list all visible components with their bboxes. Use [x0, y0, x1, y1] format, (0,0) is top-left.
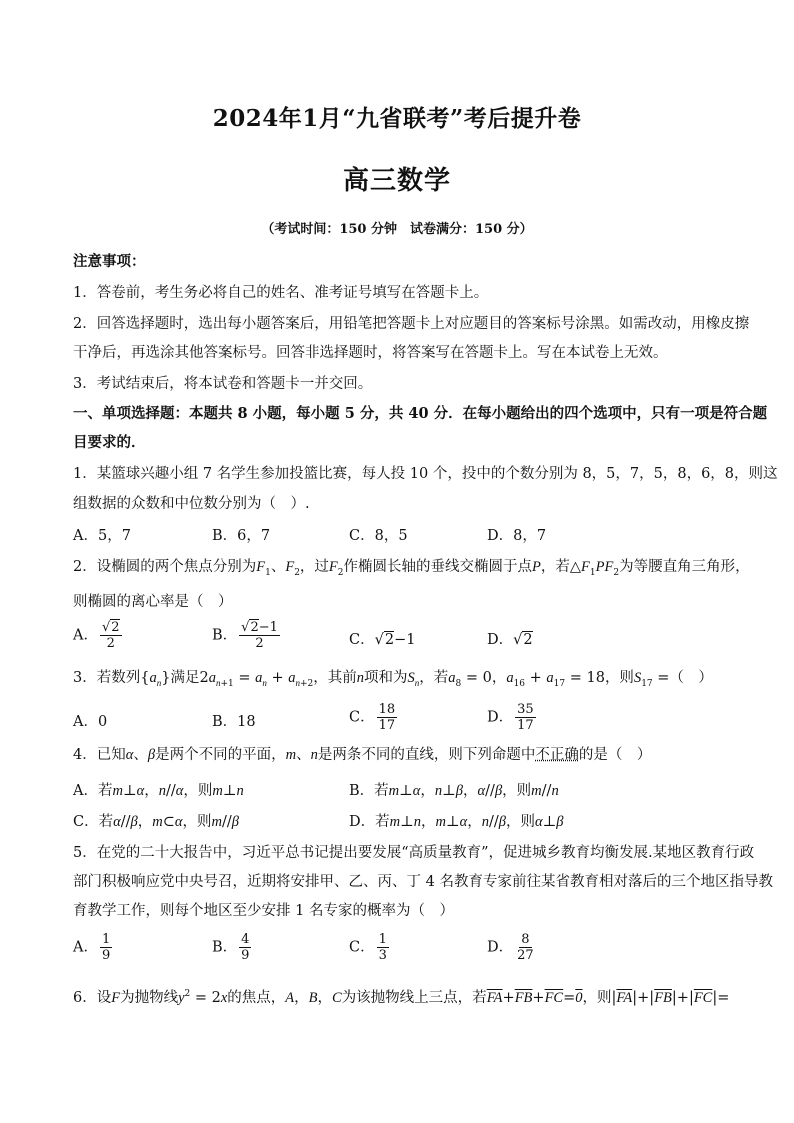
note-2a: 2．回答选择题时，选出每小题答案后，用铅笔把答题卡上对应题目的答案标号涂黑。如需改动，用橡皮擦: [73, 316, 750, 332]
q1-option-d: D．8，7: [487, 528, 547, 544]
q1-option-a: A．5，7: [73, 528, 131, 544]
q5-option-d: D． $\frac{8}{27}$: [487, 932, 534, 963]
q2-option-d: D．√2: [487, 632, 533, 648]
q4-option-c: C．若α//β，m⊂α，则m//β: [73, 814, 240, 830]
note-2b: 干净后，再选涂其他答案标号。回答非选择题时，将答案写在答题卡上。写在本试卷上无效。: [73, 345, 668, 361]
q4-option-b: B．若m⊥α，n⊥β，α//β，则m//n: [349, 783, 559, 799]
q3-option-b: B．18: [212, 714, 256, 730]
section1-line2: 目要求的．: [73, 434, 146, 451]
q3-option-d: D． $\frac{35}{17}$: [487, 702, 534, 733]
q1-option-c: C．8，5: [349, 528, 408, 544]
q2-option-b: B． $\frac{√2-1}{2}$: [212, 620, 278, 651]
q5-option-c: C． $\frac{1}{3}$: [349, 932, 387, 963]
q4-option-a: A．若m⊥α，n//α，则m⊥n: [73, 783, 244, 799]
exam-meta: （考试时间：150 分钟 试卷满分：150 分）: [261, 222, 533, 237]
q3-line1: 3．若数列$\{a_n\}$满足$2a_{n+1} = a_n + a_{n+2}$，其前n项和为$S_n$，若$a_8 = 0$，$a_{16} + a_{17} = 18$，则$S_{17}$ =（ ）: [73, 670, 713, 689]
q3-option-c: C． $\frac{18}{17}$: [349, 702, 396, 733]
q4-line1: 4．已知α、β是两个不同的平面，m、n是两条不同的直线，则下列命题中不正确的是（ ）: [73, 747, 652, 763]
q5-option-a: A． $\frac{1}{9}$: [73, 932, 111, 963]
q5-line3: 育教学工作，则每个地区至少安排 1 名专家的概率为（ ）: [73, 903, 454, 919]
q2-option-c: C．√2−1: [349, 632, 416, 648]
q1-line2: 组数据的众数和中位数分别为（ ）.: [73, 496, 310, 512]
q4-option-d: D．若m⊥n，m⊥α，n//β，则α⊥β: [349, 814, 564, 830]
notes-heading: 注意事项：: [73, 253, 146, 270]
note-3: 3．考试结束后，将本试卷和答题卡一并交回。: [73, 376, 373, 392]
q6-line1: 6．设F为抛物线$y^2 = 2x$的焦点，A，B，C为该抛物线上三点，若$\overline{FA}+\overline{FB}+\overline{FC}=0$，则$|\overline{FA}|+|\overline{FB}|+|\overline{FC}|=$: [73, 989, 730, 1006]
exam-title: 2024年1月“九省联考”考后提升卷: [212, 105, 582, 132]
q2-line1: 2．设椭圆的两个焦点分别为$F_1$、$F_2$，过$F_2$作椭圆长轴的垂线交椭圆于点P，若$\triangle F_1PF_2$为等腰直角三角形，: [73, 559, 750, 578]
section1-line1: 一、单项选择题：本题共 8 小题，每小题 5 分，共 40 分．在每小题给出的四个选项中，只有一项是符合题: [73, 405, 768, 422]
q5-option-b: B． $\frac{4}{9}$: [212, 932, 250, 963]
q1-line1: 1．某篮球兴趣小组 7 名学生参加投篮比赛，每人投 10 个，投中的个数分别为 8，5，7，5，8，6，8，则这: [73, 466, 778, 482]
q1-option-b: B．6，7: [212, 528, 271, 544]
exam-subject: 高三数学: [342, 166, 451, 196]
note-1: 1．答卷前，考生务必将自己的姓名、准考证号填写在答题卡上。: [73, 285, 489, 301]
q5-line1: 5．在党的二十大报告中，习近平总书记提出要发展“高质量教育”，促进城乡教育均衡发展.某地区教育行政: [73, 845, 755, 861]
q3-option-a: A．0: [73, 714, 108, 730]
q2-line2: 则椭圆的离心率是（ ）: [73, 594, 233, 610]
q2-option-a: A． $\frac{√2}{2}$: [73, 620, 120, 651]
q5-line2: 部门积极响应党中央号召，近期将安排甲、乙、丙、丁 4 名教育专家前往某省教育相对落后的三个地区指导教: [73, 874, 773, 890]
